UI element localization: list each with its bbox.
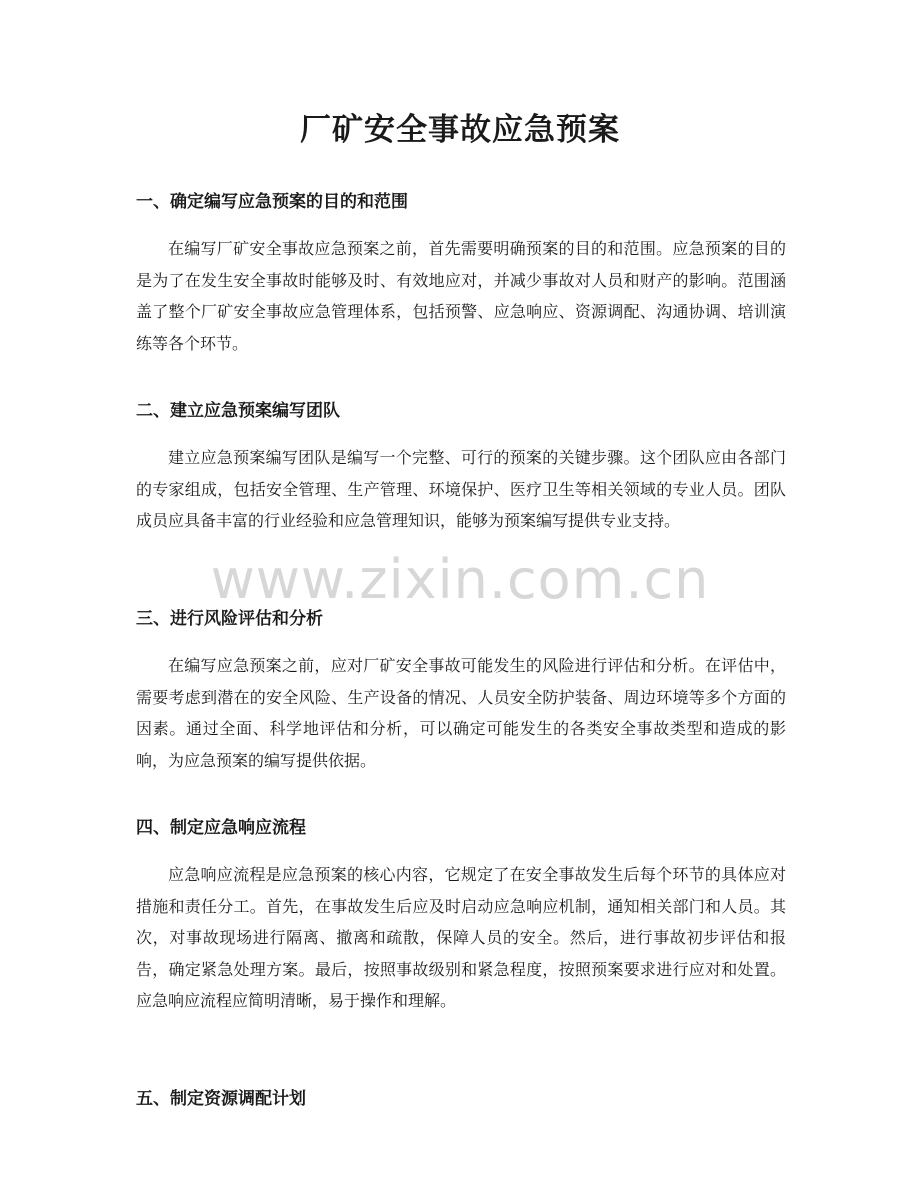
section-body-1: 在编写厂矿安全事故应急预案之前，首先需要明确预案的目的和范围。应急预案的目的是为了在发生安全事故时能够及时、有效地应对，并减少事故对人员和财产的影响。范围涵盖了整个厂矿安全事故应急管理体系，包括预警、应急响应、资源调配、沟通协调、培训演练等各个环节。 xyxy=(136,239,786,353)
section-body-4: 应急响应流程是应急预案的核心内容，它规定了在安全事故发生后每个环节的具体应对措施和责任分工。首先，在事故发生后应及时启动应急响应机制，通知相关部门和人员。其次，对事故现场进行隔离、撤离和疏散，保障人员的安全。然后，进行事故初步评估和报告，确定紧急处理方案。最后，按照事故级别和紧急程度，按照预案要求进行应对和处置。应急响应流程应简明清晰，易于操作和理解。 xyxy=(136,865,786,1010)
section-heading-5: 五、制定资源调配计划 xyxy=(136,1089,306,1109)
section-body-2: 建立应急预案编写团队是编写一个完整、可行的预案的关键步骤。这个团队应由各部门的专家组成，包括安全管理、生产管理、环境保护、医疗卫生等相关领域的专业人员。团队成员应具备丰富的行业经验和应急管理知识，能够为预案编写提供专业支持。 xyxy=(136,448,786,530)
section-heading-2: 二、建立应急预案编写团队 xyxy=(136,401,340,421)
section-heading-4: 四、制定应急响应流程 xyxy=(136,818,306,838)
section-heading-3: 三、进行风险评估和分析 xyxy=(136,609,323,629)
section-body-3: 在编写应急预案之前，应对厂矿安全事故可能发生的风险进行评估和分析。在评估中，需要考虑到潜在的安全风险、生产设备的情况、人员安全防护装备、周边环境等多个方面的因素。通过全面、科学地评估和分析，可以确定可能发生的各类安全事故类型和造成的影响，为应急预案的编写提供依据。 xyxy=(136,656,786,770)
watermark: www.zixin.com.cn xyxy=(210,548,710,611)
document-title: 厂矿安全事故应急预案 xyxy=(300,112,620,148)
section-heading-1: 一、确定编写应急预案的目的和范围 xyxy=(136,192,408,212)
